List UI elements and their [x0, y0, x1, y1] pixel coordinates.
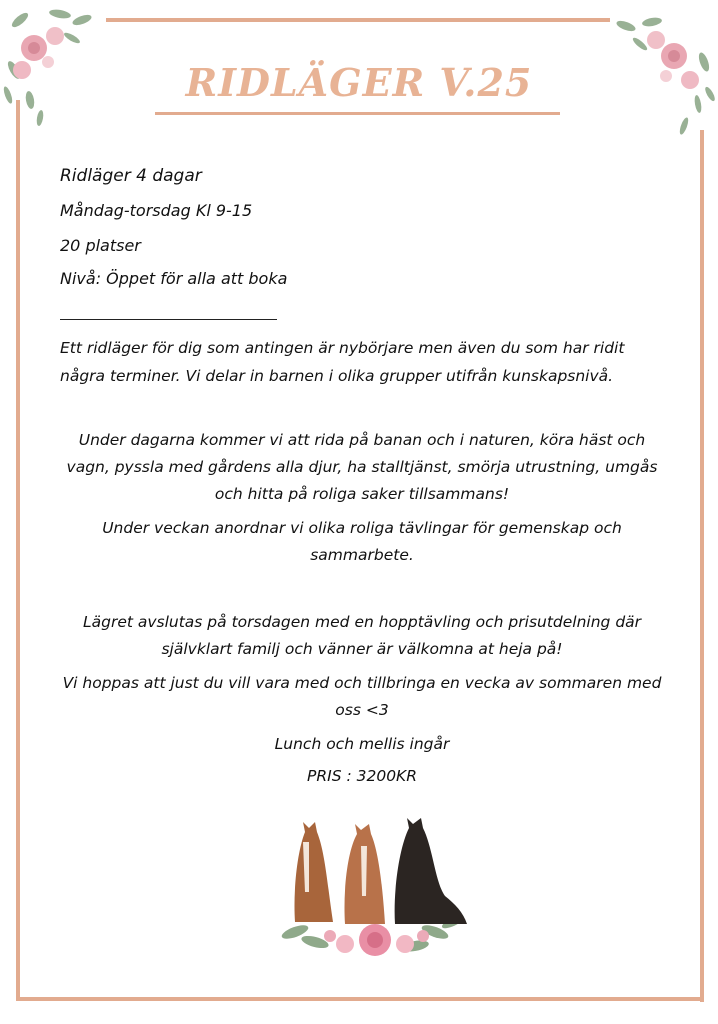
camp-level: Nivå: Öppet för alla att boka — [60, 269, 288, 288]
divider-line — [60, 319, 277, 320]
lunch-note: Lunch och mellis ingår — [274, 735, 450, 753]
camp-schedule: Måndag-torsdag Kl 9-15 — [60, 201, 253, 220]
frame-bottom-line — [16, 997, 704, 1001]
page-title: RIDLÄGER V.25 — [185, 60, 533, 105]
horses-illustration — [275, 812, 475, 962]
title-underline — [155, 112, 560, 115]
intro-paragraph: Ett ridläger för dig som antingen är nybörjare men även du som har ridit några terminer. Vi delar in barnen i olika grupper utifrån kunskapsnivå. — [60, 339, 625, 385]
activities-paragraph: Under dagarna kommer vi att rida på banan och i naturen, köra häst och vagn, pyssla med gårdens alla djur, ha stalltjänst, smörja utrustning, umgås och hitta på roliga saker tillsammans! — [66, 431, 658, 503]
camp-duration: Ridläger 4 dagar — [60, 166, 202, 186]
ending-paragraph: Lägret avslutas på torsdagen med en hopptävling och prisutdelning där självklart familj och vänner är välkomna at heja på! — [82, 613, 642, 658]
frame-right-line — [700, 130, 704, 1002]
price-label: PRIS : 3200KR — [307, 767, 417, 785]
frame-top-line — [106, 18, 610, 22]
frame-left-line — [16, 100, 20, 1000]
hope-paragraph: Vi hoppas att just du vill vara med och tillbringa en vecka av sommaren med oss <3 — [62, 674, 662, 719]
competitions-paragraph: Under veckan anordnar vi olika roliga tävlingar för gemenskap och sammarbete. — [102, 519, 622, 564]
camp-spots: 20 platser — [60, 236, 141, 255]
